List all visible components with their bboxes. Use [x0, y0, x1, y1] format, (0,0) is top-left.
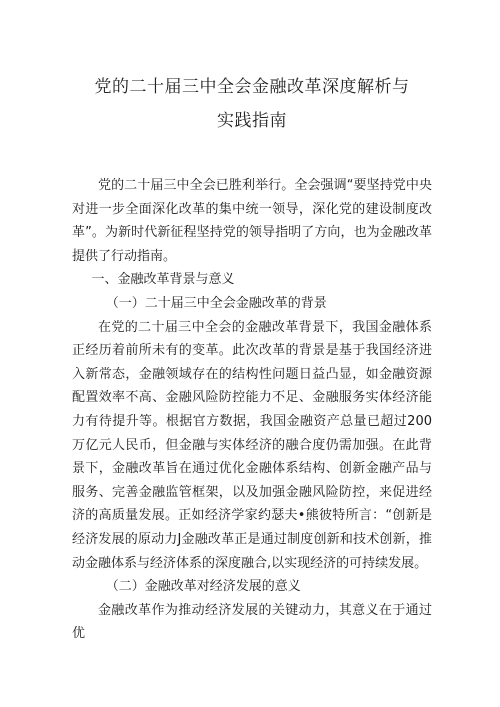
intro-paragraph: 党的二十届三中全会已胜利举行。全会强调“要坚持党中央对进一步全面深化改革的集中统一领导，深化党的建设制度改革”。为新时代新征程坚持党的领导指明了方向，也为金融改革提供了行动指南。 [72, 178, 432, 264]
title-line-1: 党的二十届三中全会金融改革深度解析与 [94, 77, 410, 97]
subsection-heading-2: （二）金融改革对经济发展的意义 [105, 579, 301, 595]
document-body [72, 174, 432, 646]
background-paragraph: 在党的二十届三中全会的金融改革背景下，我国金融体系正经历着前所未有的变革。此次改革的背景是基于我国经济进入新常态，金融领域存在的结构性问题日益凸显，如金融资源配置效率不高、金融风险防控能力不足、金融服务实体经济能力有待提升等。根据官方数据，我国金融资产总量已超过200万亿元人民币，但金融与实体经济的融合度仍需加强。在此背景下，金融改革旨在通过优化金融体系结构、创新金融产品与服务、完善金融监管框架，以及加强金融风险防控，来促进经济的高质量发展。正如经济学家约瑟夫•熊彼特所言：“创新是经济发展的原动力J金融改革正是通过制度创新和技术创新，推动金融体系与经济体系的深度融合,以实现经济的可持续发展。 [72, 319, 432, 571]
title-line-2: 实践指南 [217, 111, 287, 131]
section-heading-1: 一、金融改革背景与意义 [91, 272, 235, 288]
subsection-heading-1: （一）二十届三中全会金融改革的背景 [105, 295, 327, 311]
significance-paragraph: 金融改革作为推动经济发展的关键动力，其意义在于通过优 [72, 602, 432, 642]
document-title [72, 70, 432, 138]
